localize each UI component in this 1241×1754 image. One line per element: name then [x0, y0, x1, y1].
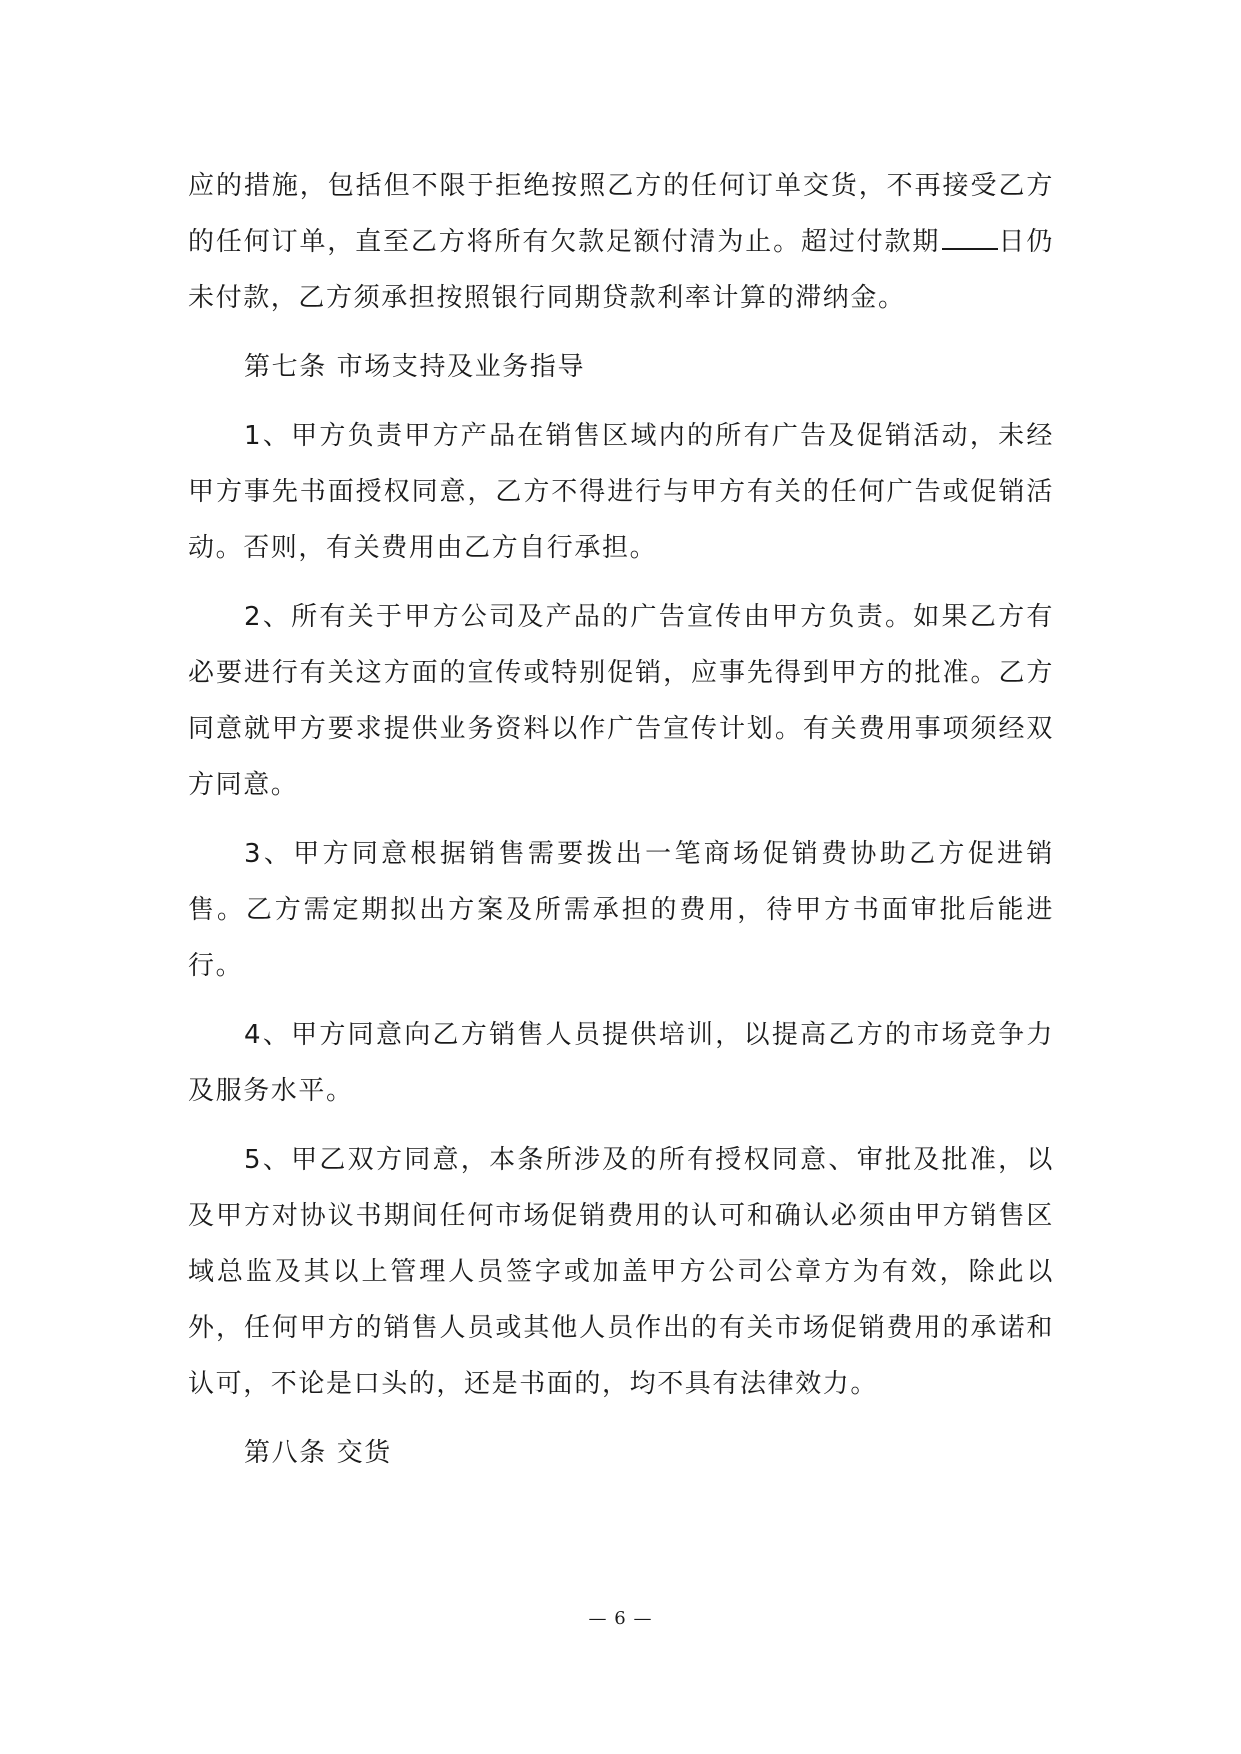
paragraph-text: 4、甲方同意向乙方销售人员提供培训，以提高乙方的市场竞争力及服务水平。 [188, 1020, 1054, 1106]
page-number: — 6 — [588, 1608, 653, 1629]
paragraph-text: 应的措施，包括但不限于拒绝按照乙方的任何订单交货，不再接受乙方的任何订单，直至乙方将所有欠款足额付清为止。超过付款期 [188, 171, 1054, 257]
paragraph-text: 3、甲方同意根据销售需要拨出一笔商场促销费协助乙方促进销售。乙方需定期拟出方案及所需承担的费用，待甲方书面审批后能进行。 [188, 839, 1054, 981]
paragraph [188, 1132, 1054, 1412]
paragraph-text: 第七条 市场支持及业务指导 [244, 352, 586, 382]
paragraph-text: 5、甲乙双方同意，本条所涉及的所有授权同意、审批及批准，以及甲方对协议书期间任何市场促销费用的认可和确认必须由甲方销售区域总监及其以上管理人员签字或加盖甲方公司公章方为有效，除此以外，任何甲方的销售人员或其他人员作出的有关市场促销费用的承诺和认可，不论是口头的，还是书面的，均不具有法律效力。 [188, 1145, 1054, 1399]
paragraph [188, 826, 1054, 994]
article-heading [188, 339, 1054, 395]
paragraph-text: 第八条 交货 [244, 1438, 392, 1468]
paragraph [188, 408, 1054, 576]
paragraph [188, 589, 1054, 813]
paragraph [188, 158, 1054, 326]
paragraph-text: 2、所有关于甲方公司及产品的广告宣传由甲方负责。如果乙方有必要进行有关这方面的宣传或特别促销，应事先得到甲方的批准。乙方同意就甲方要求提供业务资料以作广告宣传计划。有关费用事项须经双方同意。 [188, 602, 1054, 800]
paragraph [188, 1007, 1054, 1119]
paragraph-text: 日仍未付款，乙方须承担按照银行同期贷款利率计算的滞纳金。 [188, 227, 1055, 313]
fill-in-blank [942, 226, 998, 250]
article-heading [188, 1425, 1054, 1481]
paragraph-text: 1、甲方负责甲方产品在销售区域内的所有广告及促销活动，未经甲方事先书面授权同意，乙方不得进行与甲方有关的任何广告或促销活动。否则，有关费用由乙方自行承担。 [188, 421, 1054, 563]
document-body [188, 158, 1054, 1481]
